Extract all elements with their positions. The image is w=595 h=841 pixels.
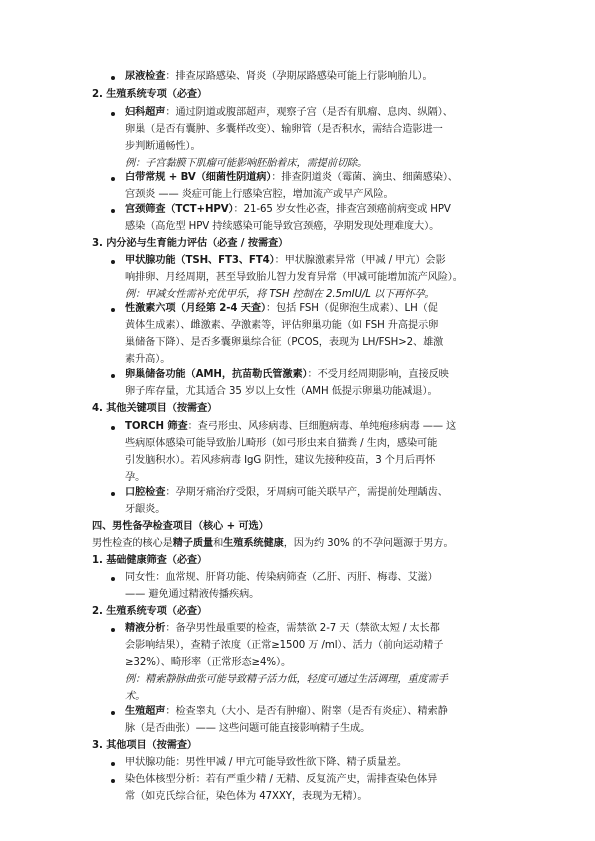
gyn-title: 妇科超声 <box>125 107 166 118</box>
torch-line: 引发脑积水）。若风疹病毒 IgG 阴性，建议先接种疫苗，3 个月后再怀 <box>125 455 436 466</box>
sex-hormone-title: 性激素六项（月经第 2-4 天查） <box>125 303 266 314</box>
amh-line: 卵子库存量，尤其适合 35 岁以上女性（AMH 低提示卵巢功能减退）。 <box>125 386 438 397</box>
amh-line: ：不受月经周期影响，直接反映 <box>307 369 449 380</box>
bullet-icon <box>111 779 115 783</box>
sex-hormone-line: 巢储备下降）、是否多囊卵巢综合征（PCOS，表现为 LH/FSH>2、雄激 <box>125 337 444 348</box>
oral-line: ：孕期牙痛治疗受限，牙周病可能关联早产，需提前处理龋齿、 <box>165 487 448 498</box>
bullet-icon <box>111 177 115 181</box>
bullet-icon <box>111 374 115 378</box>
basic-screen-line: 同女性：血常规、肝肾功能、传染病筛查（乙肝、丙肝、梅毒、艾滋） <box>125 572 438 583</box>
amh-item <box>125 368 449 382</box>
bv-title: 白带常规 + BV（细菌性阴道病） <box>125 172 272 183</box>
bullet-icon <box>111 112 115 116</box>
semen-line: 会影响结果），查精子浓度（正常≥1500 万 /ml）、活力（前向运动精子 <box>125 640 444 651</box>
intro-text: ，因为约 30% 的不孕问题源于男方。 <box>283 538 454 549</box>
bv-line: ：排查阴道炎（霉菌、滴虫、细菌感染）、 <box>271 172 458 183</box>
sex-hormone-line: 黄体生成素）、雌激素、孕激素等，评估卵巢功能（如 FSH 升高提示卵 <box>125 320 439 331</box>
leucorrhea-item <box>125 171 458 185</box>
amh-title: 卵巢储备功能（AMH，抗苗勒氏管激素） <box>125 369 308 380</box>
torch-item <box>125 420 456 434</box>
karyotype-line: 染色体核型分析：若有严重少精 / 无精、反复流产史，需排查染色体异 <box>125 774 438 785</box>
intro-text: 男性检查的核心是 <box>92 538 173 549</box>
hpv-line: ：21-65 岁女性必查，排查宫颈癌前病变或 HPV <box>233 204 451 215</box>
ultrasound-line: 脉（是否曲张）—— 这些问题可能直接影响精子生成。 <box>125 723 371 734</box>
male-reproductive-heading: 2. 生殖系统专项（必查） <box>92 606 208 617</box>
semen-example: 术。 <box>125 691 146 702</box>
gyn-line: 卵巢（是否有囊肿、多囊样改变）、输卵管（是否积水，需结合造影进一 <box>125 124 443 135</box>
gyn-line: ：通过阴道或腹部超声，观察子宫（是否有肌瘤、息肉、纵隔）、 <box>165 107 453 118</box>
hpv-line: 感染（高危型 HPV 持续感染可能导致宫颈癌，孕期发现处理难度大）。 <box>125 221 440 232</box>
other-items-heading: 4. 其他关键项目（按需查） <box>92 403 218 414</box>
ultrasound-title: 生殖超声 <box>125 706 166 717</box>
sex-hormone-item <box>125 302 438 316</box>
bullet-icon <box>111 711 115 715</box>
basic-screen-line: —— 避免通过精液传播疾病。 <box>125 589 260 600</box>
sex-hormone-line: 素升高）。 <box>125 354 171 365</box>
male-intro <box>92 537 454 551</box>
urine-title: 尿液检查 <box>125 71 166 82</box>
intro-emphasis: 精子质量 <box>172 538 214 549</box>
urine-item <box>125 70 433 84</box>
semen-item <box>125 622 440 636</box>
bullet-icon <box>111 628 115 632</box>
ultrasound-item <box>125 705 448 719</box>
oral-title: 口腔检查 <box>125 487 166 498</box>
male-basic-heading: 1. 基础健康筛查（必查） <box>92 555 208 566</box>
bullet-icon <box>111 492 115 496</box>
semen-example: 例：精索静脉曲张可能导致精子活力低，轻度可通过生活调理，重度需手 <box>125 674 448 685</box>
gyn-ultrasound-item <box>125 106 453 120</box>
ultrasound-line: ：检查睾丸（大小、是否有肿瘤）、附睾（是否有炎症）、精索静 <box>165 706 448 717</box>
semen-line: ：备孕男性最重要的检查，需禁欲 2-7 天（禁欲太短 / 太长都 <box>165 623 440 634</box>
semen-line: ≥32%）、畸形率（正常形态≥4%）。 <box>125 657 292 668</box>
bullet-icon <box>111 762 115 766</box>
intro-text: 和 <box>213 538 224 549</box>
thyroid-line: ：甲状腺激素异常（甲减 / 甲亢）会影 <box>274 255 446 266</box>
male-other-heading: 3. 其他项目（按需查） <box>92 740 197 751</box>
bullet-icon <box>111 577 115 581</box>
gyn-example: 例：子宫黏膜下肌瘤可能影响胚胎着床，需提前切除。 <box>125 158 368 169</box>
torch-line: ：查弓形虫、风疹病毒、巨细胞病毒、单纯疱疹病毒 —— 这 <box>187 421 457 432</box>
male-thyroid-line: 甲状腺功能：男性甲减 / 甲亢可能导致性欲下降、精子质量差。 <box>125 757 407 768</box>
oral-item <box>125 486 448 500</box>
female-reproductive-heading: 2. 生殖系统专项（必查） <box>92 89 208 100</box>
sex-hormone-line: ：包括 FSH（促卵泡生成素）、LH（促 <box>265 303 438 314</box>
bullet-icon <box>111 76 115 80</box>
karyotype-line: 常（如克氏综合征，染色体为 47XXY，表现为无精）。 <box>125 791 368 802</box>
bullet-icon <box>111 308 115 312</box>
thyroid-title: 甲状腺功能（TSH、FT3、FT4） <box>125 255 275 266</box>
thyroid-item <box>125 254 446 268</box>
male-section-heading: 四、男性备孕检查项目（核心 + 可选） <box>92 521 269 532</box>
bullet-icon <box>111 209 115 213</box>
bullet-icon <box>111 426 115 430</box>
hpv-title: 宫颈筛查（TCT+HPV） <box>125 204 234 215</box>
oral-line: 牙龈炎。 <box>125 504 166 515</box>
endocrine-heading: 3. 内分泌与生育能力评估（必查 / 按需查） <box>92 238 289 249</box>
torch-line: 孕。 <box>125 472 146 483</box>
bv-line: 宫颈炎 —— 炎症可能上行感染宫腔，增加流产或早产风险。 <box>125 189 394 200</box>
thyroid-example: 例：甲减女性需补充优甲乐，将 TSH 控制在 2.5mIU/L 以下再怀孕。 <box>125 289 435 300</box>
gyn-line: 步判断通畅性）。 <box>125 141 201 152</box>
torch-title: TORCH 筛查 <box>125 421 188 432</box>
semen-title: 精液分析 <box>125 623 166 634</box>
urine-text: ：排查尿路感染、肾炎（孕期尿路感染可能上行影响胎儿）。 <box>165 71 433 82</box>
thyroid-line: 响排卵、月经周期，甚至导致胎儿智力发育异常（甲减可能增加流产风险）。 <box>125 272 463 283</box>
cervical-item <box>125 203 451 217</box>
intro-emphasis: 生殖系统健康 <box>223 538 284 549</box>
torch-line: 些病原体感染可能导致胎儿畸形（如弓形虫来自猫粪 / 生肉，感染可能 <box>125 438 438 449</box>
bullet-icon <box>111 260 115 264</box>
